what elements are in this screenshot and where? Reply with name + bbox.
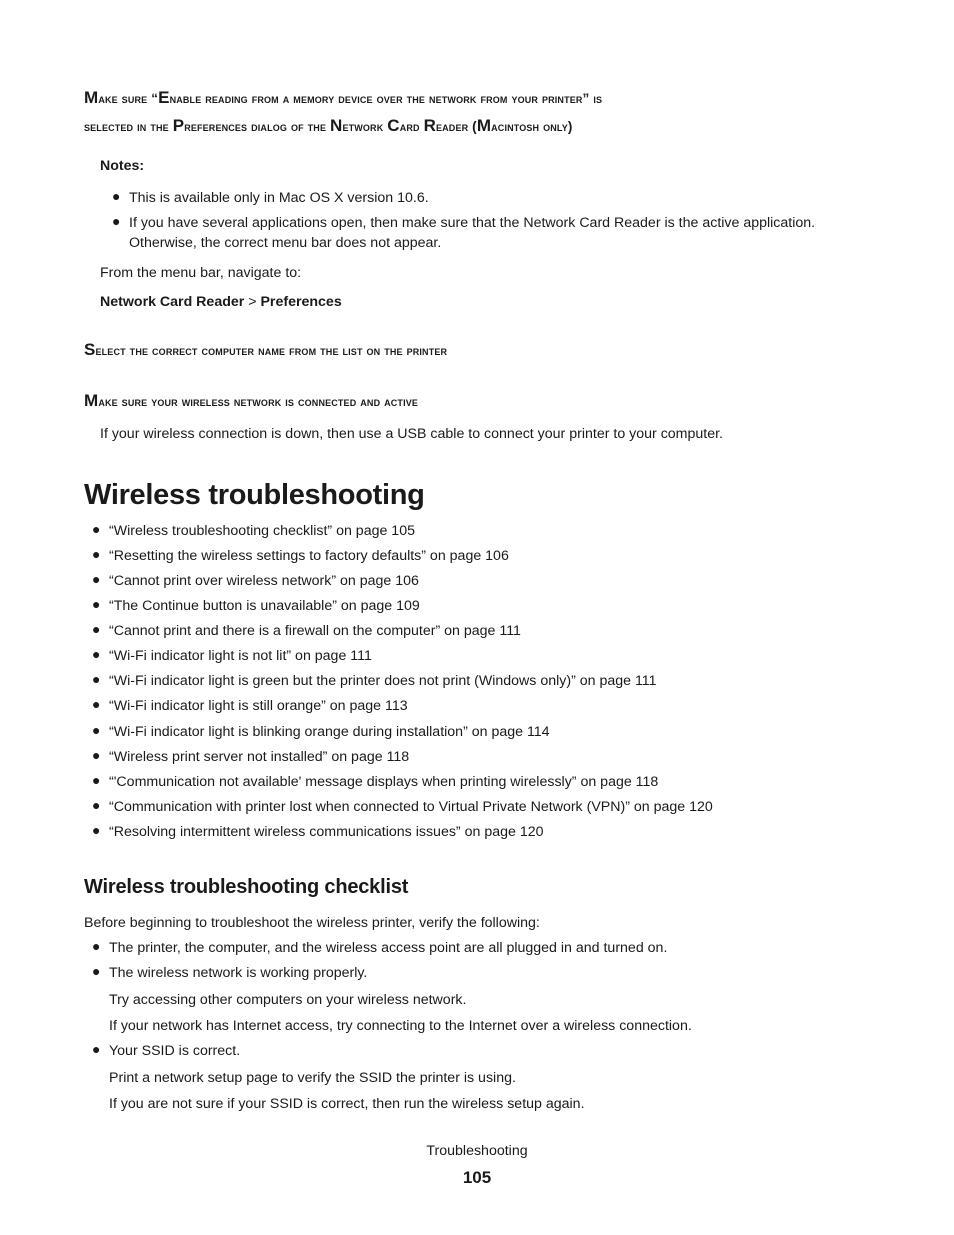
heading-network-connected: [84, 391, 418, 411]
checklist-item: The printer, the computer, and the wireless access point are all plugged in and turned on.: [109, 940, 668, 956]
heading-line-2: selected in the Preferences dialog of the Network Card Reader (Macintosh only): [84, 116, 573, 135]
menu-intro: From the menu bar, navigate to:: [100, 265, 302, 281]
bullet-icon: ●: [92, 521, 101, 537]
bullet-icon: ●: [92, 938, 101, 954]
toc-link[interactable]: “Cannot print over wireless network” on page 106: [109, 573, 419, 589]
toc-link[interactable]: “The Continue button is unavailable” on page 109: [109, 598, 420, 614]
bullet-icon: ●: [92, 797, 101, 813]
toc-link[interactable]: “Wi-Fi indicator light is still orange” on page 113: [109, 698, 408, 714]
note-item: This is available only in Mac OS X version 10.6.: [129, 190, 429, 206]
bullet-icon: ●: [112, 188, 121, 204]
bullet-icon: ●: [112, 213, 121, 229]
notes-label: Notes:: [100, 158, 145, 174]
bullet-icon: ●: [92, 747, 101, 763]
menu-path-second: Preferences: [260, 294, 342, 310]
note-item-continuation: Otherwise, the correct menu bar does not appear.: [129, 235, 442, 251]
heading-text: Make sure your wireless network is connected and active: [84, 391, 419, 410]
bullet-icon: ●: [92, 696, 101, 712]
section-title: Wireless troubleshooting: [84, 479, 425, 511]
toc-link[interactable]: “Wireless print server not installed” on page 118: [109, 749, 410, 765]
subsection-title: Wireless troubleshooting checklist: [84, 876, 409, 898]
bullet-icon: ●: [92, 571, 101, 587]
bullet-icon: ●: [92, 646, 101, 662]
checklist-item: The wireless network is working properly.: [109, 965, 368, 981]
menu-path-first: Network Card Reader: [100, 294, 245, 310]
paragraph: If your wireless connection is down, then use a USB cable to connect your printer to your computer.: [100, 426, 723, 442]
checklist-intro: Before beginning to troubleshoot the wireless printer, verify the following:: [84, 915, 540, 931]
bullet-icon: ●: [92, 596, 101, 612]
checklist-detail: If you are not sure if your SSID is correct, then run the wireless setup again.: [109, 1096, 585, 1112]
menu-path-separator: >: [244, 294, 261, 310]
checklist-detail: If your network has Internet access, try connecting to the Internet over a wireless connection.: [109, 1018, 692, 1034]
heading-line-1: Make sure “Enable reading from a memory device over the network from your printer” is: [84, 88, 603, 107]
checklist-detail: Print a network setup page to verify the SSID the printer is using.: [109, 1070, 516, 1086]
heading-text: Select the correct computer name from the list on the printer: [84, 340, 448, 359]
toc-link[interactable]: “'Communication not available' message displays when printing wirelessly” on page 118: [109, 774, 659, 790]
toc-link[interactable]: “Communication with printer lost when connected to Virtual Private Network (VPN)” on page 120: [109, 799, 713, 815]
page-number: 105: [462, 1168, 492, 1187]
menu-path: [100, 293, 342, 311]
heading-select-computer: [84, 340, 447, 360]
bullet-icon: ●: [92, 1041, 101, 1057]
bullet-icon: ●: [92, 722, 101, 738]
toc-link[interactable]: “Wi-Fi indicator light is blinking orange during installation” on page 114: [109, 724, 550, 740]
bullet-icon: ●: [92, 963, 101, 979]
toc-link[interactable]: “Resetting the wireless settings to factory defaults” on page 106: [109, 548, 509, 564]
toc-link[interactable]: “Cannot print and there is a firewall on the computer” on page 111: [109, 623, 521, 639]
bullet-icon: ●: [92, 822, 101, 838]
footer-section: Troubleshooting: [426, 1143, 528, 1159]
bullet-icon: ●: [92, 621, 101, 637]
checklist-detail: Try accessing other computers on your wireless network.: [109, 992, 467, 1008]
toc-link[interactable]: “Wireless troubleshooting checklist” on page 105: [109, 523, 415, 539]
bullet-icon: ●: [92, 772, 101, 788]
heading-enable-reading: [84, 88, 602, 108]
toc-link[interactable]: “Wi-Fi indicator light is green but the printer does not print (Windows only)” on page 111: [109, 673, 657, 689]
bullet-icon: ●: [92, 546, 101, 562]
bullet-icon: ●: [92, 671, 101, 687]
checklist-item: Your SSID is correct.: [109, 1043, 241, 1059]
note-item: If you have several applications open, then make sure that the Network Card Reader is the active application.: [129, 215, 816, 231]
toc-link[interactable]: “Resolving intermittent wireless communications issues” on page 120: [109, 824, 544, 840]
heading-enable-reading-cont: [84, 116, 573, 136]
toc-link[interactable]: “Wi-Fi indicator light is not lit” on page 111: [109, 648, 372, 664]
